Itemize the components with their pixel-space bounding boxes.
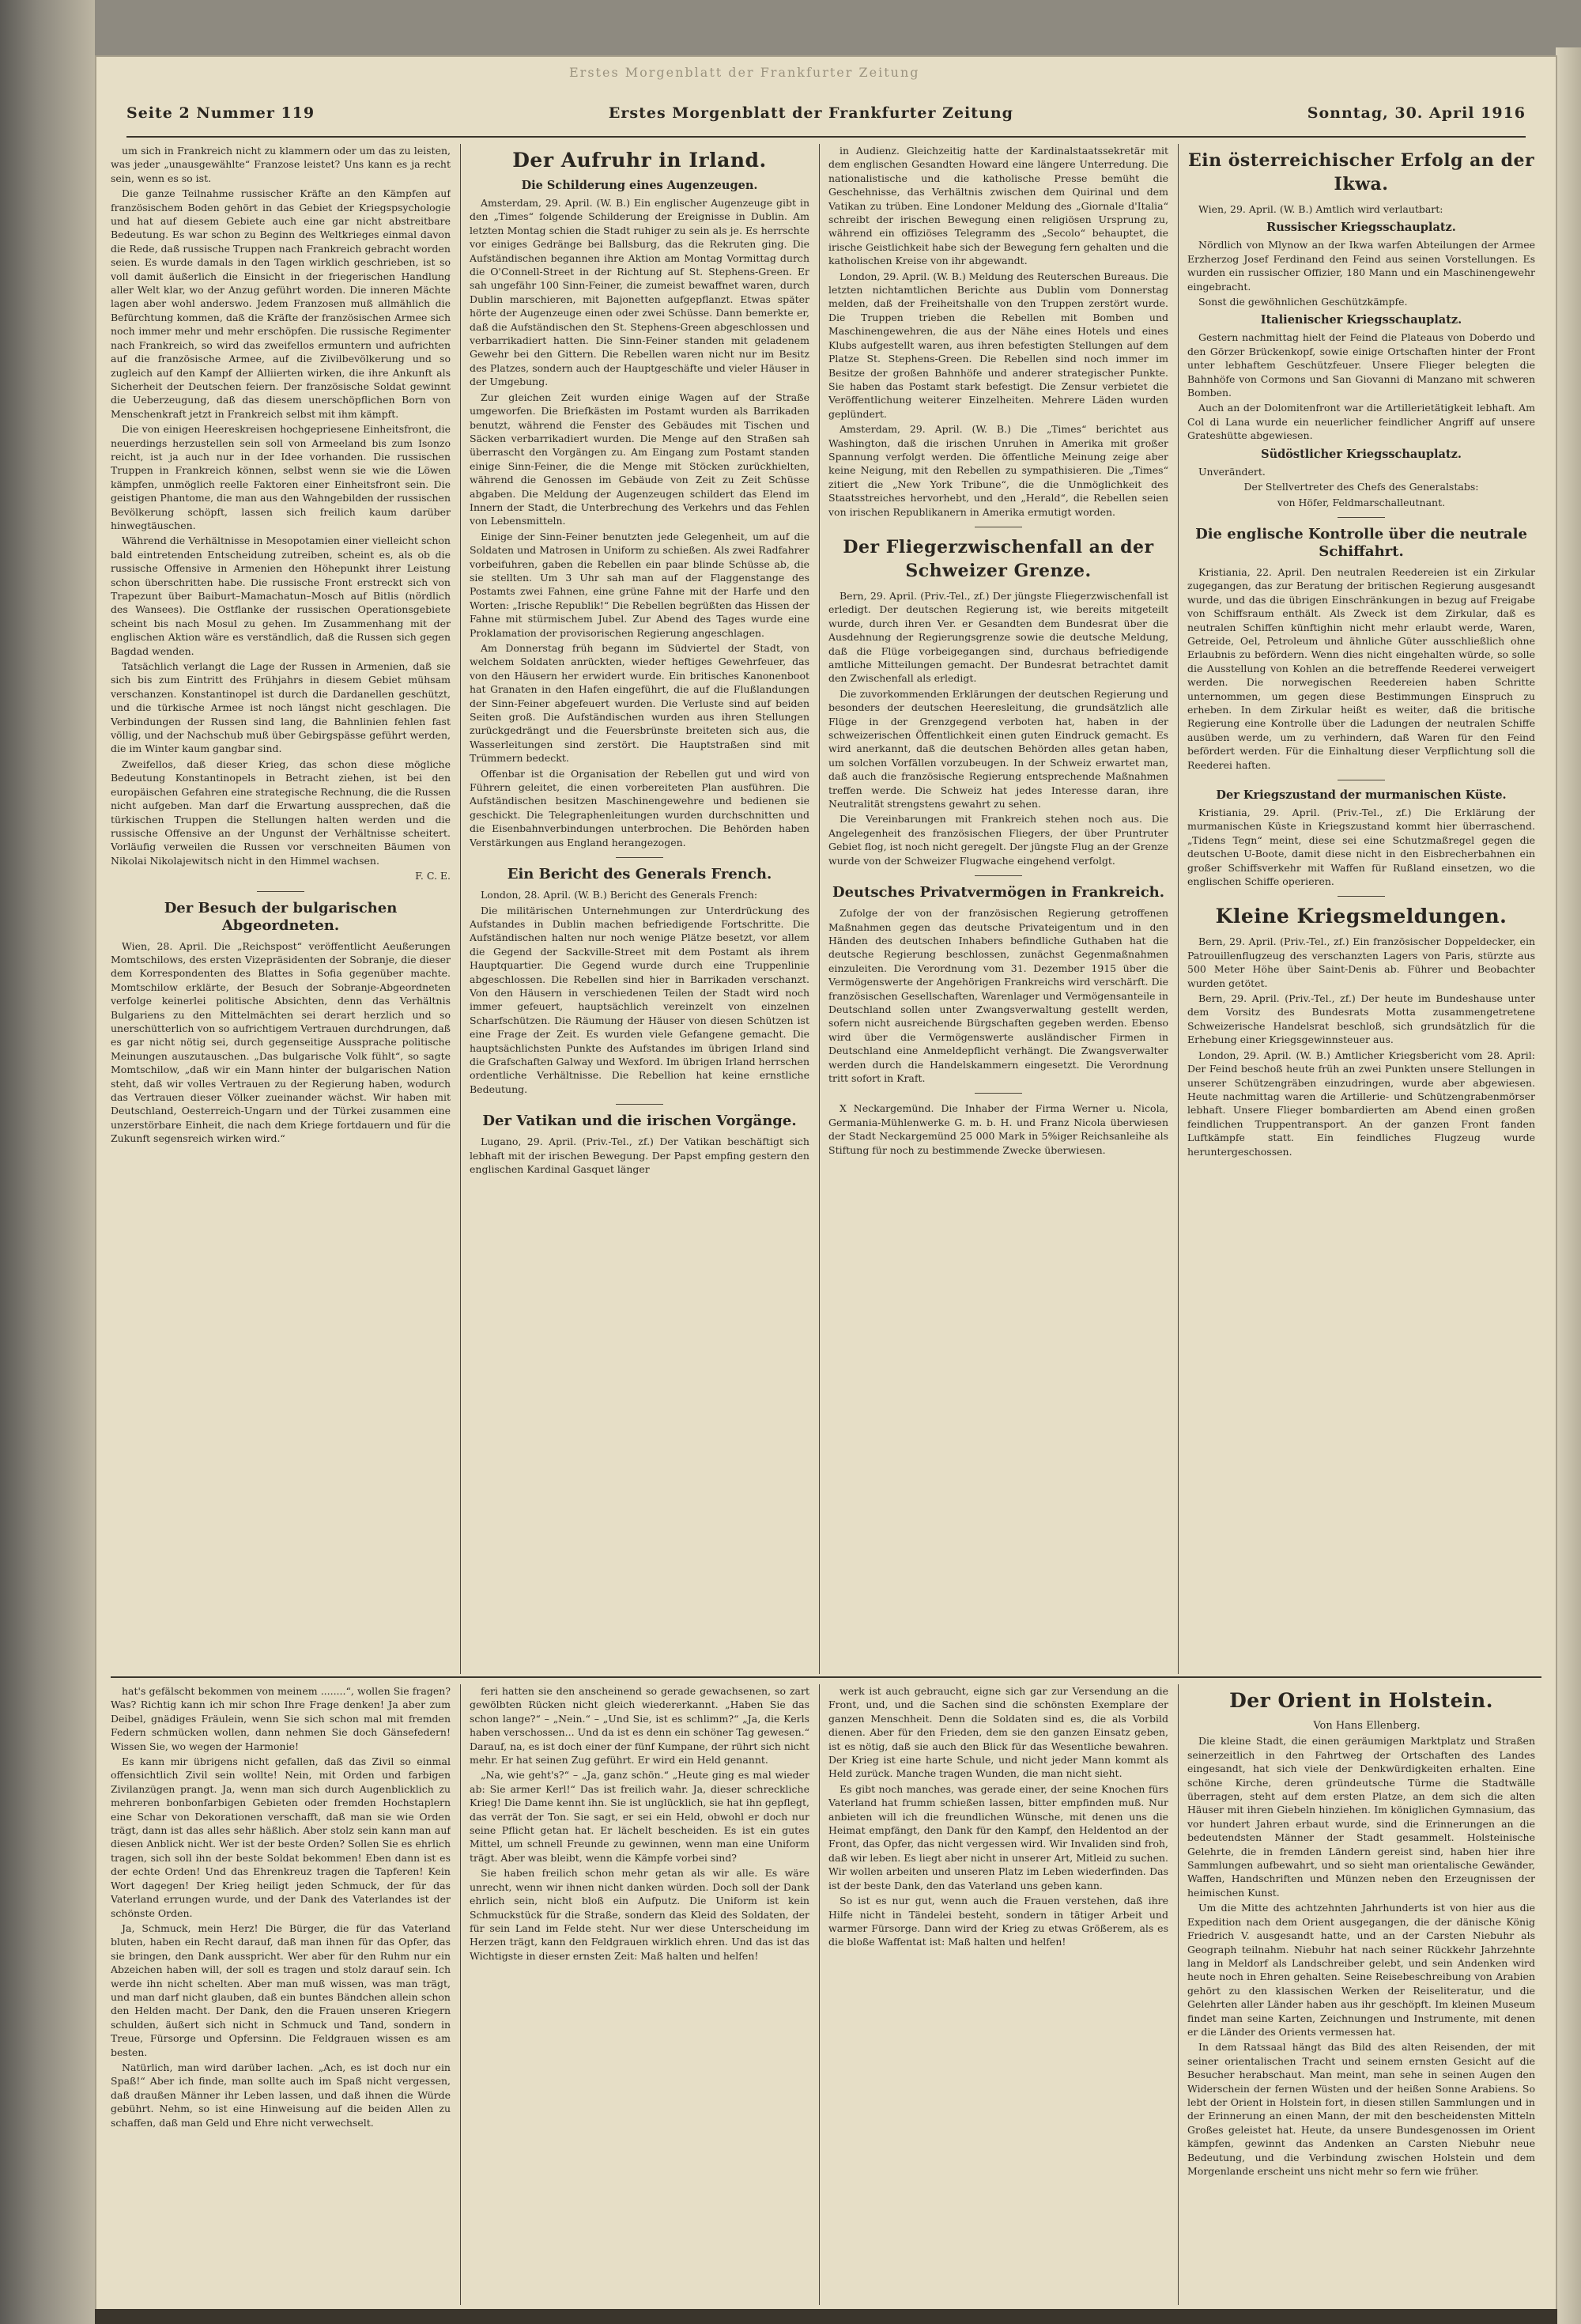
column-2 bbox=[470, 144, 809, 1666]
article-title-kleine: Kleine Kriegsmeldungen. bbox=[1215, 905, 1507, 928]
austria-signature: Der Stellvertreter des Chefs des Generalstabs: bbox=[1243, 481, 1479, 493]
feuilleton-column-2 bbox=[470, 1684, 809, 2305]
feuilleton-paragraph: „Na, wie geht's?“ – „Ja, ganz schön.“ „Heute ging es mal wieder ab: Sie armer Kerl!“ Das ist freilich wahr. Ja, dieser schreckliche Krieg! Die Dame kennt ihn. Sie ist unglücklich, sie hat ihn gepflegt, das verrät der Ton. Sie sagt, er sei ein Held, obwohl er doch nur seine Pflicht getan hat. Er lächelt bescheiden. Es ist ein gutes Mittel, um schnell Freunde zu gewinnen, wenn man eine Uniform trägt. Aber was bleibt, wenn die Kämpfe vorbei sind? bbox=[470, 1769, 809, 1864]
col3-paragraph: Amsterdam, 29. April. (W. B.) Die „Times“ berichtet aus Washington, daß die irischen Unruhen in Amerika mit großer Spannung verfolgt werden. Die öffentliche Meinung zeige aber keine Neigung, mit den Rebellen zu sympathisieren. Die „Times“ zitiert die „New York Tribune“, die die Unmöglichkeit des Staatsstreiches hervorhebt, und den „Herald“, die Rebellen seien von irischen Republikanern in Amerika ermutigt worden. bbox=[828, 423, 1168, 518]
flyer-paragraph: Die zuvorkommenden Erklärungen der deutschen Regierung und besonders der deutschen Heeresleitung, die grundsätzlich alle Flüge in der Grenzgegend verboten hat, haben in der schweizerischen Öffentlichkeit einen guten Eindruck gemacht. Es wird anerkannt, daß die deutschen Behörden alles getan haben, um solchen Vorfällen vorzubeugen. In der Schweiz erwartet man, daß auch die französische Regierung entsprechende Maßnahmen treffen werde. Die Schweiz hat jedes Interesse daran, ihre Neutralität strengstens gewahrt zu sehen. bbox=[828, 687, 1168, 811]
austria-paragraph: Sonst die gewöhnlichen Geschützkämpfe. bbox=[1198, 296, 1408, 308]
flyer-paragraph: Bern, 29. April. (Priv.-Tel., zf.) Der jüngste Fliegerzwischenfall ist erledigt. Der deutschen Regierung ist, wie bereits mitgeteilt wurde, durch ihren Ver. er Gesandten dem Bundesrat über die Ausdehnung der Regierungsgrenze sowie die deutsche Meldung, daß die Flüge vorbeigegangen sind, durchaus befriedigende amtliche Mitteilungen gemacht. Der Bundesrat betrachtet damit den Zwischenfall als erledigt. bbox=[828, 589, 1168, 685]
ireland-paragraph: Zur gleichen Zeit wurden einige Wagen auf der Straße umgeworfen. Die Briefkästen im Postamt wurden als Barrikaden benutzt, während die Fenster des Gebäudes mit Tischen und Säcken verbarrikadiert wurden. Die Menge auf den Straßen sah überrascht den Vorgängen zu. Am Eingang zum Postamt standen einige Sinn-Feiner, die die Menge mit Stöcken zurückhielten, während die Genossen im Gebäude von Zeit zu Zeit Schüsse abgaben. Die Meldung der Augenzeugen schildert das Elend im Innern der Stadt, die Unterbrechung des Verkehrs und das Fehlen von Lebensmitteln. bbox=[470, 391, 809, 527]
kleine-paragraph: Bern, 29. April. (Priv.-Tel., zf.) Ein französischer Doppeldecker, ein Patrouillenflugzeug des verschanzten Lagers von Paris, stürzte aus 500 Meter Höhe über Saint-Denis ab. Führer und Beobachter wurden getötet. bbox=[1187, 935, 1535, 989]
privat-paragraph: Zufolge der von der französischen Regierung getroffenen Maßnahmen gegen das deutsche Privateigentum und in den Händen des deutschen Inhabers befindliche Guthaben hat die deutsche Regierung beschlossen, zunächst Gegenmaßnahmen einzuleiten. Die Verordnung vom 31. Dezember 1915 über die Vermögenswerte der Angehörigen Frankreichs wird verschärft. Die französischen Gesellschaften, Warenlager und Vermögensanteile in Deutschland sollen unter Zwangsverwaltung gestellt werden, sofern nicht ausreichende Bürgschaften gegeben werden. Ebenso wird über die Vermögenswerte ausländischer Firmen in Deutschland eine Anmeldepflicht verhängt. Die Zwangsverwalter werden durch die Handelskammern eingesetzt. Die Verordnung tritt sofort in Kraft. bbox=[828, 907, 1168, 1084]
col1-paragraph: Während die Verhältnisse in Mesopotamien einer vielleicht schon bald eintretenden Entscheidung zutreiben, scheint es, als ob die russische Offensive in Armenien den Höhepunkt ihrer Leistung schon überschritten habe. Die russische Front erstreckt sich von Trapezunt über Baiburt–Mamachatun–Mosch auf Bitlis (nördlich des Wansees). Die Ostflanke der russischen Operationsgebiete scheint bis nach Mosul zu gehen. Im Zusammenhang mit der englischen Aktion wäre es verständlich, daß die Russen sich gegen Bagdad wenden. bbox=[111, 535, 451, 657]
kleine-paragraph: Bern, 29. April. (Priv.-Tel., zf.) Der heute im Bundeshause unter dem Vorsitz des Bundesrats Motta zusammengetretene Schweizerische Handelsrat beschloß, sich grundsätzlich für die Erhebung einer Kriegsgewinnsteuer aus. bbox=[1187, 992, 1535, 1046]
running-header bbox=[126, 104, 1526, 138]
separator bbox=[1338, 517, 1385, 518]
separator bbox=[616, 1104, 663, 1105]
ireland-paragraph: Einige der Sinn-Feiner benutzten jede Gelegenheit, um auf die Soldaten und Matrosen in Uniform zu schießen. Als zwei Radfahrer vorbeifuhren, gaben die Rebellen ein paar blinde Schüsse ab, die sie stellten. Um 3 Uhr sah man auf der Flaggenstange des Postamts zwei Fahnen, eine grüne Fahne mit der Harfe und den Worten: „Irische Republik!“ Die Rebellen begrüßten das Hissen der Fahne mit stürmischem Jubel. Zur Abend des Tages wurde eine Proklamation der provisorischen Regierung angeschlagen. bbox=[470, 530, 809, 639]
col1-paragraph: Zweifellos, daß dieser Krieg, das schon diese mögliche Bedeutung Konstantinopels in Betracht ziehen, ist bei den europäischen Gefahren eine strategische Rechnung, die die Russen nicht aufgeben. Man darf die Erwartung aussprechen, daß die türkischen Truppen die Stellungen halten werden und die russische Offensive an der Ungunst der Verhältnisse scheitert. Vorläufig verweilen die Russen vor verschneiten Bäumen von Nikolai Nikolajewitsch nicht in den Himmel wachsen. bbox=[111, 758, 451, 867]
ireland-paragraph: Offenbar ist die Organisation der Rebellen gut und wird von Führern geleitet, die einen vorbereiteten Plan ausführen. Die Aufständischen besitzen Maschinengewehre und bedienen sie geschickt. Die Telegraphenleitungen wurden durchschnitten und die Eisenbahnverbindungen unterbrochen. Die Behörden haben Verstärkungen aus England herangezogen. bbox=[470, 767, 809, 848]
article-title-ireland: Der Aufruhr in Irland. bbox=[512, 149, 767, 172]
column-rule bbox=[460, 1684, 461, 2305]
feuilleton-paragraph: werk ist auch gebraucht, eigne sich gar zur Versendung an die Front, und, und die Sachen sind die schönsten Exemplare der ganzen Menschheit. Denn die Soldaten sind es, die als Vorbild dienen. Aber für den Frieden, dem sie den ganzen Einsatz geben, ist es nötig, daß sie auch den Blick für das Wesentliche bewahren. Der Krieg ist eine harte Schule, und nicht jeder Mann kommt als Held zurück. Manche tragen Wunden, die man nicht sieht. bbox=[828, 1685, 1168, 1780]
feuilleton-column-4 bbox=[1187, 1684, 1535, 2305]
article-title-orient: Der Orient in Holstein. bbox=[1229, 1689, 1493, 1712]
faint-bleedthrough-header: Erstes Morgenblatt der Frankfurter Zeitung bbox=[569, 65, 920, 80]
scan-bottom-edge bbox=[95, 2309, 1557, 2324]
separator bbox=[616, 857, 663, 858]
article-title-vatican: Der Vatikan und die irischen Vorgänge. bbox=[482, 1113, 797, 1130]
feuilleton-paragraph: Es kann mir übrigens nicht gefallen, daß das Zivil so einmal offensichtlich Zivil sein wollte! Nein, mit Orden und farbigen Zivilanzügen prangt. Ja, wenn man sich durch Augenblicklich zu mehreren bonbonfarbigen Gebieten oder fremden Hochstaplern eine Schar von Dekorationen verschafft, daß man sie wie Orden trägt, dann ist das alles sehr häßlich. Aber stolz sein kann man auf diesen Anblick nicht. Wer ist der beste Orden? Sollen Sie es ehrlich tragen, sich soll ihn der beste Soldat bekommen! Eben dann ist es der echte Orden! Und das Ehrenkreuz tragen die Tapferen! Kein Wort dagegen! Der Krieg heiligt jeden Schmuck, der für das Vaterland errungen wurde, und der Dank des Vaterlandes ist der schönste Orden. bbox=[111, 1755, 451, 1919]
feuilleton-column-3 bbox=[828, 1684, 1168, 2305]
page-edge bbox=[1556, 47, 1581, 2324]
murman-paragraph: Kristiania, 29. April. (Priv.-Tel., zf.) Die Erklärung der murmanischen Küste in Kriegszustand kommt hier überraschend. „Tidens Tegn“ meint, diese sei eine Schutzmaßregel gegen die deutschen U-Boote, damit diese nicht in den Eisbrecherbahnen ein großer Schiffsverkehr mit Waffen für Rußland einsetzen, wo die englischen Schiffe operieren. bbox=[1187, 807, 1535, 888]
kontrolle-paragraph: Kristiania, 22. April. Den neutralen Reedereien ist ein Zirkular zugegangen, das zur Beratung der britischen Regierung ausgesandt wurde, und das die übrigen Einschränkungen in bezug auf Freigabe von Schiffsraum enthält. Als Zweck ist dem Zirkular, daß es neutralen Schiffen künftighin nicht mehr erlaubt werde, Waren, Getreide, Oel, Petroleum und ähnliche Güter ausschließlich ohne Erlaubnis zu befördern. Wenn dies nicht eingehalten würde, so solle die Ausstellung von Kohlen an die betreffende Reederei verweigert werden. Die norwegischen Reedereien haben Schritte unternommen, um gegen diese Bestimmungen Einspruch zu erheben. In dem Zirkular heißt es weiter, daß die britische Regierung eine Kontrolle über die Ladungen der neutralen Schiffe ausüben werde, um zu verhindern, daß Waren für den Feind befördert werden. Für die Einhaltung dieser Verpflichtung soll die Reederei haften. bbox=[1187, 565, 1535, 771]
column-1 bbox=[111, 144, 451, 1192]
orient-paragraph: Die kleine Stadt, die einen geräumigen Marktplatz und Straßen seinerzeitlich in den Fahrtweg der Ortschaften des Landes eingesandt, hat sich viele der Denkwürdigkeiten erhalten. Eine schöne Kirche, deren gründeutsche Türme die Stadtwälle überragen, steht auf dem ersten Platze, an dem sich die alten Häuser mit ihren Giebeln hinziehen. Im königlichen Gymnasium, das vor hundert Jahren erbaut wurde, sind die Erinnerungen an die bedeutendsten Männer der Stadt gesammelt. Holsteinische Gelehrte, die in fremden Ländern gereist sind, haben hier ihre Sammlungen aufbewahrt, und so sieht man orientalische Gewänder, Waffen, Handschriften und Münzen neben den Erzeugnissen der heimischen Kunst. bbox=[1187, 1735, 1535, 1899]
austria-signature: von Höfer, Feldmarschalleutnant. bbox=[1277, 496, 1446, 508]
article-byline-orient: Von Hans Ellenberg. bbox=[1313, 1720, 1421, 1732]
orient-paragraph: In dem Ratssaal hängt das Bild des alten Reisenden, der mit seiner orientalischen Tracht und seinem ernsten Gesicht auf die Besucher herabschaut. Man meint, man sehe in seinen Augen den Widerschein der fernen Wüsten und der heißen Sonne Arabiens. So lebt der Orient in Holstein fort, in diesen stillen Sammlungen und in der Erinnerung an einen Mann, der mit den bescheidensten Mitteln Großes geleistet hat. Heute, da unsere Bundesgenossen im Orient kämpfen, gewinnt das Andenken an Carsten Niebuhr neue Bedeutung, und die Verbindung zwischen Holstein und dem Morgenlande erscheint uns nicht mehr so fern wie früher. bbox=[1187, 2041, 1535, 2177]
french-paragraph: London, 28. April. (W. B.) Bericht des Generals French: bbox=[481, 889, 758, 901]
feuilleton-paragraph: feri hatten sie den anscheinend so gerade gewachsenen, so zart gewölbten Rücken nicht gleich wiedererkannt. „Haben Sie das schon lange?“ – „Nein.“ – „Und Sie, ist es schlimm?“ „Ja, die Kerls haben verschossen... Und da ist es denn ein schöner Tag gewesen.“ Darauf, na, es ist doch einer der fünf Kumpane, der rührt sich nicht mehr. Er hat seinen Zug geführt. Er wird ein Held genannt. bbox=[470, 1685, 809, 1767]
article-title-bulgar: Der Besuch der bulgarischen Abgeordneten. bbox=[164, 899, 398, 934]
col1-paragraph: Die von einigen Heereskreisen hochgepriesene Einheitsfront, die neuerdings herzustellen sein soll von Armeeland bis zum Isonzo reicht, ist ja auch nur in der Idee vorhanden. Die russischen Truppen in Frankreich können, selbst wenn sie wie die Löwen kämpfen, unmöglich reelle Faktoren einer Einheitsfront sein. Die geistigen Phantome, die man aus den Wahngebilden der russischen Bevölkerung schöpft, lassen sich freilich kaum darüber hinwegtäuschen. bbox=[111, 423, 451, 531]
col1-paragraph: Tatsächlich verlangt die Lage der Russen in Armenien, daß sie sich bis zum Eintritt des Frühjahrs in diesem Gebiet mühsam verschanzen. Konstantinopel ist durch die Dardanellen geschützt, und die türkische Armee ist noch längst nicht geschlagen. Die Verbindungen der Russen sind lang, die Bahnlinien fehlen fast völlig, und der Nachschub muß über Gebirgspässe geführt werden, die im Winter kaum gangbar sind. bbox=[111, 660, 451, 755]
header-date: Sonntag, 30. April 1916 bbox=[1307, 104, 1526, 122]
article-title-flyer: Der Fliegerzwischenfall an der Schweizer Grenze. bbox=[843, 536, 1154, 581]
austria-subheading: Südöstlicher Kriegsschauplatz. bbox=[1261, 447, 1462, 461]
header-page-number: Seite 2 Nummer 119 bbox=[126, 104, 315, 122]
separator bbox=[975, 875, 1022, 876]
column-rule bbox=[819, 144, 820, 1674]
austria-subheading: Russischer Kriegsschauplatz. bbox=[1266, 221, 1456, 235]
feuilleton-paragraph: Sie haben freilich schon mehr getan als wir alle. Es wäre unrecht, wenn wir ihnen nicht danken würden. Doch soll der Dank ehrlich sein, nicht bloß ein Aufputz. Die Uniform ist kein Schmuckstück für die Straße, sondern das Kleid des Soldaten, der für sein Land im Felde steht. Nur wer diese Unterscheidung im Herzen trägt, kann den Feldgrauen wirklich ehren. Und das ist das Wichtigste in dieser ernsten Zeit: Maß halten und helfen! bbox=[470, 1867, 809, 1962]
article-title-privat: Deutsches Privatvermögen in Frankreich. bbox=[832, 884, 1165, 901]
neckar-paragraph: X Neckargemünd. Die Inhaber der Firma Werner u. Nicola, Germania-Mühlenwerke G. m. b. H. und Franz Nicola überwiesen der Stadt Neckargemünd 25 000 Mark in 5%iger Reichsanleihe als Stiftung für noch zu bestimmende Zwecke überwiesen. bbox=[828, 1102, 1168, 1156]
header-masthead: Erstes Morgenblatt der Frankfurter Zeitung bbox=[608, 104, 1013, 122]
feuilleton-paragraph: Es gibt noch manches, was gerade einer, der seine Knochen fürs Vaterland hat frumm schießen lassen, bitter empfinden muß. Nur anbieten will ich die freundlichen Wünsche, mit denen uns die Heimat empfängt, den Dank für den Kampf, den Heldentod an der Front, das Opfer, das nicht vergessen wird. Wir Invaliden sind froh, daß wir leben. Es liegt aber nicht in unserer Art, Mitleid zu suchen. Wir wollen arbeiten und unseren Platz im Leben wiederfinden. Das ist der beste Dank, den das Vaterland uns geben kann. bbox=[828, 1782, 1168, 1891]
column-rule bbox=[460, 144, 461, 1674]
flyer-paragraph: Die Vereinbarungen mit Frankreich stehen noch aus. Die Angelegenheit des französischen Fliegers, der über Pruntruter Gebiet flog, ist noch nicht geregelt. Der jüngste Flug an der Grenze wurde von der Schweizer Flugwache eingehend verfolgt. bbox=[828, 813, 1168, 867]
col3-paragraph: London, 29. April. (W. B.) Meldung des Reuterschen Bureaus. Die letzten nichtamtlichen Berichte aus Dublin vom Donnerstag melden, daß der Freiheitshalle von den Truppen zerstört wurde. Die Truppen trieben die Rebellen mit Bomben und Maschinengewehren, die aus der Nähe eines Hotels und eines Klubs aufgestellt waren, aus ihren befestigten Stellungen auf dem Platze St. Stephens-Green. Die Rebellen sind noch immer im Besitze der großen Bahnhöfe und anderer strategischer Punkte. Sie haben das Postamt stark befestigt. Die Zensur verbietet die Veröffentlichung weiterer Einzelheiten. Mehrere Läden wurden geplündert. bbox=[828, 270, 1168, 420]
feuilleton-paragraph: hat's gefälscht bekommen von meinem ........“, wollen Sie fragen? Was? Richtig kann ich mir schon Ihre Frage denken! Ja aber zum Deibel, gnädiges Fräulein, wenn Sie sich schon mal mit fremden Federn schmücken wollen, dann nehmen Sie doch Gänsefedern! Wissen Sie, wo wegen der Harmonie! bbox=[111, 1685, 451, 1752]
feuilleton-divider bbox=[111, 1676, 1541, 1678]
austria-paragraph: Gestern nachmittag hielt der Feind die Plateaus von Doberdo und den Görzer Brückenkopf, sowie einige Ortschaften hinter der Front unter lebhaftem Geschützfeuer. Unsere Flieger belegten die Bahnhöfe von Cormons und San Giovanni di Manzano mit schweren Bomben. bbox=[1187, 331, 1535, 399]
article-title-kontrolle: Die englische Kontrolle über die neutrale Schiffahrt. bbox=[1195, 525, 1527, 560]
article-title-austria: Ein österreichischer Erfolg an der Ikwa. bbox=[1187, 150, 1535, 195]
feuilleton-paragraph: Ja, Schmuck, mein Herz! Die Bürger, die für das Vaterland bluten, haben ein Recht darauf, daß man ihnen für das Opfer, das sie bringen, den Dank ausspricht. Wer aber für den Ruhm nur ein Abzeichen haben will, der soll es tragen und stolz darauf sein. Ich werde ihn nicht schelten. Aber man muß wissen, was man trägt, und man darf nicht glauben, daß ein buntes Bändchen allein schon den Helden macht. Der Dank, den die Frauen unseren Kriegern schulden, äußert sich nicht in Schmuck und Tand, sondern in Treue, Fürsorge und Opfersinn. Die Feldgrauen wissen es am besten. bbox=[111, 1922, 451, 2058]
column-3 bbox=[828, 144, 1168, 1666]
austria-subheading: Italienischer Kriegsschauplatz. bbox=[1260, 313, 1462, 327]
col1-paragraph: um sich in Frankreich nicht zu klammern oder um das zu leisten, was jeder „unausgewählte“ Franzose leistet? Uns kann es ja recht sein, wenn es so ist. bbox=[111, 145, 451, 184]
feuilleton-paragraph: Natürlich, man wird darüber lachen. „Ach, es ist doch nur ein Spaß!“ Aber ich finde, man sollte auch im Spaß nicht vergessen, daß draußen Männer ihr Leben lassen, und daß ihnen die Würde gebührt. Nehm, so ist eine Hinweisung auf die beiden Allen zu schaffen, daß man Geld und Ehre nicht verwechselt. bbox=[111, 2061, 451, 2129]
bulgar-paragraph: Wien, 28. April. Die „Reichspost“ veröffentlicht Aeußerungen Momtschilows, des ersten Vizepräsidenten der Sobranje, die dieser dem Korrespondenten des Blattes in Sofia gegenüber machte. Momtschilow erklärte, der Besuch der Sobranje-Abgeordneten verfolge keinerlei politische Absichten, denn das Verhältnis Bulgariens zu den Mittelmächten sei derart herzlich und so unerschütterlich von so aufrichtigem Vertrauen durchdrungen, daß es gar nicht nötig sei, durch gegenseitige Aussprache politische Meinungen auszutauschen. „Das bulgarische Volk fühlt“, so sagte Momtschilow, „daß wir ein Mann hinter der bulgarischen Nation steht, daß wir volles Vertrauen zu der Regierung haben, wodurch das Vertrauen dieser Völker zueinander wächst. Wir haben mit Deutschland, Oesterreich-Ungarn und der Türkei zusammen eine unzerstörbare Einheit, die nach dem Kriege fortdauern und für die Zukunft segensreich wirken wird.“ bbox=[111, 939, 451, 1145]
article-title-french: Ein Bericht des Generals French. bbox=[507, 866, 772, 883]
col1-paragraph: Die ganze Teilnahme russischer Kräfte an den Kämpfen auf französischem Boden gehört in das Gebiet der Kriegspsychologie und hat auf diesem Gebiete auch eine gar nicht abstreitbare Bedeutung. Es war schon zu Beginn des Weltkrieges einmal davon die Rede, daß russische Truppen nach Frankreich gebracht worden seien. Es wurde damals in den Tagen wirklich geschrieben, ist so voll damit äußerlich die Einsicht in der friegerischen Handlung aller Welt klar, wo der Anzug geführt worden. Die inneren Mächte lagen aber wohl anderswo. Jedem Franzosen muß allmählich die Befürchtung kommen, daß die Kräfte der französischen Armee sich noch immer mehr und mehr erschöpfen. Die russische Regimenter nach Frankreich, so wird das zweifellos ermuntern und aufrichten auf die französische Armee, auf die Zivilbevölkerung und so zugleich auf den Kampf der Alliierten wirken, die ihre Ankunft als Sicherheit der Deutschen feiern. Der französische Soldat gewinnt die Ueberzeugung, daß das diesem unerschöpflichen Born von Menschenkraft jetzt in Frankreich selbst mit ihm kämpft. bbox=[111, 187, 451, 420]
separator bbox=[1338, 896, 1385, 897]
separator bbox=[975, 1093, 1022, 1094]
kleine-paragraph: London, 29. April. (W. B.) Amtlicher Kriegsbericht vom 28. April: Der Feind beschoß heute früh an zwei Punkten unsere Stellungen in unserer Schützengräben einzudringen, wurde aber abgewiesen. Heute nachmittag waren die Artillerie- und Schützengrabenmörser lebhaft. Unsere Flieger bombardierten am Abend einen großen feindlichen Truppentransport. An der ganzen Front fanden Luftkämpfe statt. Ein feindliches Flugzeug wurde heruntergeschossen. bbox=[1187, 1049, 1535, 1158]
austria-paragraph: Unverändert. bbox=[1198, 465, 1266, 478]
article-title-murman: Der Kriegszustand der murmanischen Küste. bbox=[1216, 788, 1507, 802]
book-binding bbox=[0, 0, 95, 2324]
column-rule bbox=[1178, 144, 1179, 1674]
column-rule bbox=[1178, 1684, 1179, 2305]
feuilleton-paragraph: So ist es nur gut, wenn auch die Frauen verstehen, daß ihre Hilfe nicht in Tändelei besteht, sondern in tätiger Arbeit und warmer Fürsorge. Dann wird der Krieg zu etwas Größerem, als es die bloße Waffentat ist: Maß halten und helfen! bbox=[828, 1895, 1168, 1948]
ireland-paragraph: Amsterdam, 29. April. (W. B.) Ein englischer Augenzeuge gibt in den „Times“ folgende Schilderung der Ereignisse in Dublin. Am letzten Montag schien die Stadt ruhiger zu sein als je. Es herrschte vor einiges Gedränge bei Ballsburg, das die Rekruten ging. Die Aufständischen begannen ihre Aktion am Montag Vormittag durch die O'Connell-Street in der Richtung auf St. Stephens-Green. Er sah ungefähr 100 Sinn-Feiner, die zumeist bewaffnet waren, durch Dublin marschieren, mit Bajonetten aufgepflanzt. Etwas später hörte der Augenzeuge einen oder zwei Schüsse. Dann bemerkte er, daß die Aufständischen den St. Stephens-Green abgeschlossen und verbarrikadiert hatten. Die Sinn-Feiner standen mit geladenem Gewehr bei den Gittern. Die Rebellen waren nicht nur im Besitz des Platzes, sondern auch der Hauptgeschäfte und vieler Häuser in der Umgebung. bbox=[470, 197, 809, 388]
vatican-paragraph: Lugano, 29. April. (Priv.-Tel., zf.) Der Vatikan beschäftigt sich lebhaft mit der irischen Bewegung. Der Papst empfing gestern den englischen Kardinal Gasquet länger bbox=[470, 1136, 809, 1175]
austria-paragraph: Wien, 29. April. (W. B.) Amtlich wird verlautbart: bbox=[1198, 203, 1443, 215]
article-subtitle-ireland: Die Schilderung eines Augenzeugen. bbox=[521, 179, 758, 192]
feuilleton-column-1 bbox=[111, 1684, 451, 2305]
austria-paragraph: Nördlich von Mlynow an der Ikwa warfen Abteilungen der Armee Erzherzog Josef Ferdinand den Feind aus seinen Vorstellungen. Es wurden ein russischer Offizier, 180 Mann und ein Maschinengewehr eingebracht. bbox=[1187, 239, 1535, 293]
column-4 bbox=[1187, 144, 1535, 1666]
orient-paragraph: Um die Mitte des achtzehnten Jahrhunderts ist von hier aus die Expedition nach dem Orient ausgegangen, die der dänische König Friedrich V. ausgesandt hatte, und an der Carsten Niebuhr als Geograph teilnahm. Niebuhr hat nach seiner Rückkehr Jahrzehnte lang in Meldorf als Landschreiber gelebt, und sein Andenken wird heute noch in Ehren gehalten. Seine Reisebeschreibung von Arabien gehört zu den klassischen Werken der Reiseliteratur, und die Gelehrten aller Länder haben aus ihr geschöpft. Im kleinen Museum findet man seine Karten, Zeichnungen und Instrumente, mit denen er die Länder des Orients vermessen hat. bbox=[1187, 1902, 1535, 2038]
col3-paragraph: in Audienz. Gleichzeitig hatte der Kardinalstaatssekretär mit dem englischen Gesandten Howard eine längere Unterredung. Die nationalistische und die katholische Presse bemüht die Geschehnisse, das Verhältnis zwischen dem Quirinal und dem Vatikan zu trüben. Eine Londoner Meldung des „Giornale d'Italia“ schreibt der irischen Bewegung einen religiösen Ursprung zu, während ein offiziöses Telegramm des „Secolo“ behauptet, die irische Geistlichkeit habe sich der Bewegung fern gehalten und die katholischen Kreise von ihr abgewandt. bbox=[828, 145, 1168, 267]
french-paragraph: Die militärischen Unternehmungen zur Unterdrückung des Aufstandes in Dublin machen befriedigende Fortschritte. Die Aufständischen halten nur noch wenige Plätze besetzt, vor allem die Gegend der Sackville-Street mit dem Postamt als ihrem Hauptquartier. Die Gegend wurde durch eine Truppenlinie abgeschlossen. Die Rebellen sind hier in Barrikaden verschanzt. Von den Häusern in verschiedenen Teilen der Stadt wird noch immer gefeuert, hauptsächlich vereinzelt von einzelnen Scharfschützen. Die Räumung der Häuser von diesen Schützen ist eine Frage der Zeit. Es wurden viele Gefangene gemacht. Die hauptsächlichsten Punkte des Aufstandes im übrigen Irland sind die Grafschaften Galway und Wexford. Im übrigen Irland herrschen ordentliche Verhältnisse. Die Rebellion hat keine ernstliche Bedeutung. bbox=[470, 904, 809, 1095]
separator bbox=[257, 891, 304, 892]
col1-signature: F. C. E. bbox=[415, 870, 451, 882]
austria-paragraph: Auch an der Dolomitenfront war die Artillerietätigkeit lebhaft. Am Col di Lana wurde ein neuerlicher feindlicher Angriff auf unsere Grateshütte abgewiesen. bbox=[1187, 402, 1535, 442]
column-rule bbox=[819, 1684, 820, 2305]
newspaper-page bbox=[95, 55, 1557, 2317]
ireland-paragraph: Am Donnerstag früh begann im Südviertel der Stadt, von welchem Soldaten anrückten, wieder heftiges Gewehrfeuer, das von den Häusern her erwidert wurde. Ein britisches Kanonenboot hat Granaten in den Hafen eingeführt, die auf die Flußlandungen der Sinn-Feiner abgefeuert wurden. Die Verluste sind auf beiden Seiten groß. Die Aufständischen wurden aus ihren Stellungen zurückgedrängt und die Feuersbrünste breiteten sich aus, die Wasserleitungen sind zerstört. Die Hauptstraßen sind mit Trümmern bedeckt. bbox=[470, 642, 809, 765]
